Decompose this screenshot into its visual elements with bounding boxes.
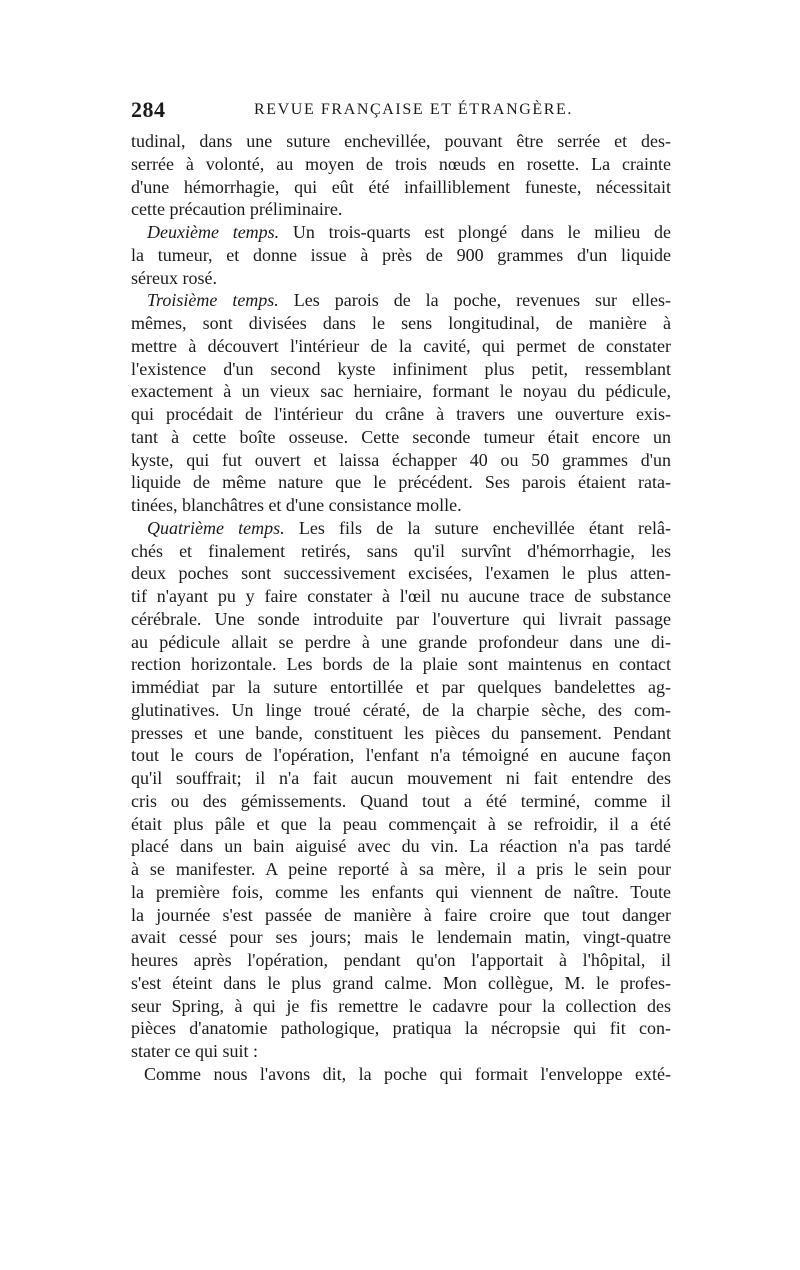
text-line: s'est éteint dans le plus grand calme. Mon collègue, M. le profes- (131, 972, 671, 993)
page-number: 284 (131, 97, 166, 122)
paragraph-troisieme-first-line (131, 289, 671, 312)
text-line: la journée s'est passée de manière à faire croire que tout danger (131, 904, 671, 925)
text-line: mettre à découvert l'intérieur de la cavité, qui permet de constater (131, 335, 671, 356)
text-line: glutinatives. Un linge troué cératé, de la charpie sèche, des com- (131, 699, 671, 720)
paragraph-comme-first-line: Comme nous l'avons dit, la poche qui formait l'enveloppe exté- (144, 1063, 671, 1084)
text-line: à se manifester. A peine reporté à sa mère, il a pris le sein pour (131, 859, 671, 879)
text-fragment: Les fils de la suture enchevillée étant relâ- (298, 517, 672, 538)
text-fragment: Les parois de la poche, revenues sur elles- (293, 290, 671, 311)
heading-troisieme-temps: Troisième temps. (147, 290, 279, 311)
body-text (131, 130, 671, 1086)
text-line: deux poches sont successivement excisées, l'examen le plus atten- (131, 563, 671, 584)
text-line: la première fois, comme les enfants qui viennent de naître. Toute (131, 881, 671, 902)
text-line: tif n'ayant pu y faire constater à l'œil nu aucune trace de substance (131, 586, 671, 606)
journal-title: REVUE FRANÇAISE ET ÉTRANGÈRE. (254, 101, 573, 118)
text-line: tinées, blanchâtres et d'une consistance molle. (131, 495, 462, 515)
text-line: immédiat par la suture entortillée et par quelques bandelettes ag- (131, 677, 671, 697)
heading-deuxieme-temps: Deuxième temps. (147, 222, 280, 242)
heading-quatrieme-temps: Quatrième temps. (147, 517, 285, 538)
text-line: cérébrale. Une sonde introduite par l'ouverture qui livrait passage (131, 608, 671, 629)
text-line: était plus pâle et que la peau commençait à se refroidir, il a été (131, 813, 671, 834)
text-line: presses et une bande, constituent les pièces du pansement. Pendant (131, 722, 671, 743)
text-line: cette précaution préliminaire. (131, 199, 343, 220)
text-line: qu'il souffrait; il n'a fait aucun mouvement ni fait entendre des (131, 768, 671, 788)
text-line: liquide de même nature que le précédent. Ses parois étaient rata- (131, 472, 671, 493)
text-line: tudinal, dans une suture enchevillée, pouvant être serrée et des- (131, 131, 671, 151)
text-line: chés et finalement retirés, sans qu'il survînt d'hémorrhagie, les (131, 540, 671, 561)
paragraph-quatrieme-first-line (131, 517, 671, 540)
text-line: pièces d'anatomie pathologique, pratiqua la nécropsie qui fit con- (131, 1018, 671, 1039)
text-line: mêmes, sont divisées dans le sens longitudinal, de manière à (131, 313, 671, 333)
text-fragment: Un trois-quarts est plongé dans le milieu de (292, 222, 671, 242)
text-line: cris ou des gémissements. Quand tout a été terminé, comme il (131, 790, 671, 811)
paragraph-deuxieme-first-line (131, 221, 671, 244)
text-line: heures après l'opération, pendant qu'on l'apportait à l'hôpital, il (131, 950, 671, 970)
text-line: avait cessé pour ses jours; mais le lendemain matin, vingt-quatre (131, 927, 671, 948)
text-line: exactement à un vieux sac herniaire, formant le noyau du pédicule, (131, 381, 671, 402)
text-line: stater ce qui suit : (131, 1041, 258, 1061)
text-line: séreux rosé. (131, 267, 217, 288)
text-line: serrée à volonté, au moyen de trois nœuds en rosette. La crainte (131, 153, 671, 174)
text-line: d'une hémorrhagie, qui eût été infailliblement funeste, nécessitait (131, 176, 671, 197)
text-line: la tumeur, et donne issue à près de 900 grammes d'un liquide (131, 244, 671, 265)
text-line: tant à cette boîte osseuse. Cette seconde tumeur était encore un (131, 426, 671, 447)
text-line: rection horizontale. Les bords de la plaie sont maintenus en contact (131, 654, 671, 675)
running-head (131, 97, 671, 127)
text-line: placé dans un bain aiguisé avec du vin. La réaction n'a pas tardé (131, 836, 671, 857)
text-line: au pédicule allait se perdre à une grande profondeur dans une di- (131, 631, 671, 652)
text-line: kyste, qui fut ouvert et laissa échapper 40 ou 50 grammes d'un (131, 449, 671, 470)
text-line: seur Spring, à qui je fis remettre le cadavre pour la collection des (131, 995, 671, 1016)
text-line: qui procédait de l'intérieur du crâne à travers une ouverture exis- (131, 404, 671, 424)
text-line: tout le cours de l'opération, l'enfant n'a témoigné en aucune façon (131, 745, 671, 766)
text-line: l'existence d'un second kyste infiniment plus petit, ressemblant (131, 358, 671, 379)
